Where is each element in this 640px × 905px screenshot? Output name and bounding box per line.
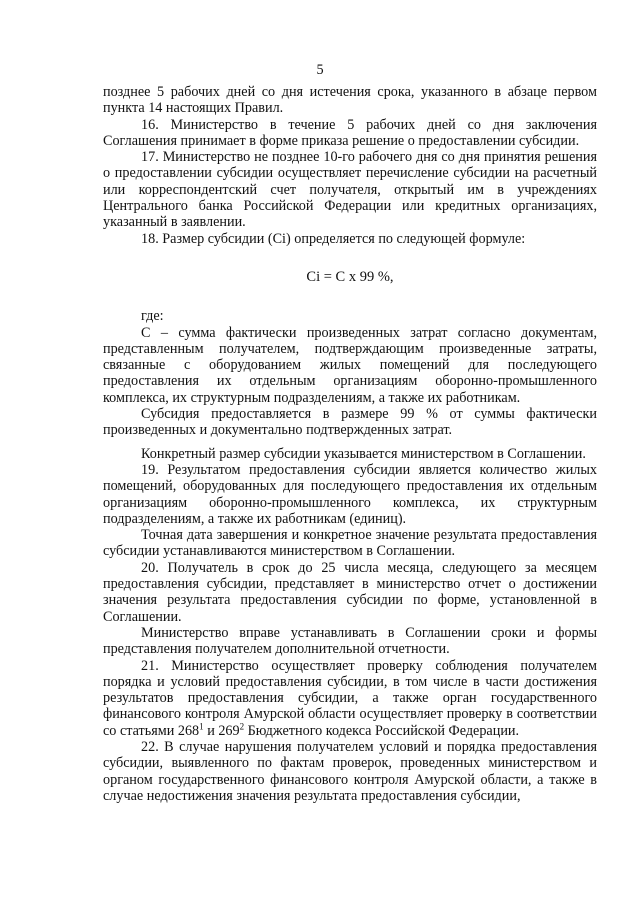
document-body <box>103 84 597 804</box>
paragraph-17: 17. Министерство не позднее 10-го рабочего дня со дня принятия решения о предоставлении субсидии осуществляет перечисление субсидии на расчетный или корреспондентский счет получателя, открытый им в учреждениях Центрального банка Российской Федерации или кредитных организациях, указанный в заявлении. <box>103 149 597 231</box>
paragraph-21-text-a: 21. Министерство осуществляет проверку соблюдения получателем порядка и условий предоставления субсидии, в том числе в части достижения результатов предоставления субсидии, а также орган государственного финансового контроля Амурской области осуществляет проверку в соответствии со статьями 268 <box>103 657 597 739</box>
additional-reporting-paragraph: Министерство вправе устанавливать в Соглашении сроки и формы представления получателем дополнительной отчетности. <box>103 624 597 658</box>
paragraph-21-text-b: и 269 <box>203 722 240 739</box>
paragraph-21-text-c: Бюджетного кодекса Российской Федерации. <box>244 722 520 739</box>
subsidy-percent-paragraph: Субсидия предоставляется в размере 99 % от суммы фактически произведенных и документально подтвержденных затрат. <box>103 406 597 439</box>
result-date-paragraph: Точная дата завершения и конкретное значение результата предоставления субсидии устанавливаются министерством в Соглашении. <box>103 527 597 560</box>
subsidy-formula: Ci = C х 99 %, <box>306 268 394 285</box>
paragraph-16: 16. Министерство в течение 5 рабочих дней со дня заключения Соглашения принимает в форме приказа решение о предоставлении субсидии. <box>103 116 597 149</box>
formula-c-definition: С – сумма фактически произведенных затрат согласно документам, представленным получателем, подтверждающим произведенные затраты, связанные с оборудованием жилых помещений для последующего предоставления их отдельным организациям оборонно-промышленного комплекса, их структурным подразделениям, а также их работникам. <box>103 324 597 406</box>
formula-where-label: где: <box>141 308 164 325</box>
paragraph-20: 20. Получатель в срок до 25 числа месяца, следующего за месяцем предоставления субсидии, представляет в министерство отчет о достижении значения результата предоставления субсидии по форме, установленной в Соглашении. <box>103 559 597 625</box>
article-269-superscript: 2 <box>239 720 245 731</box>
page-number: 5 <box>316 62 324 78</box>
paragraph-18: 18. Размер субсидии (Ci) определяется по следующей формуле: <box>141 230 526 247</box>
article-268-superscript: 1 <box>199 720 204 731</box>
paragraph-19: 19. Результатом предоставления субсидии является количество жилых помещений, оборудованных для последующего предоставления их отдельным организациям оборонно-промышленного комплекса, их структурным подразделениям, а также их работникам (единиц). <box>103 461 597 527</box>
paragraph-continuation: позднее 5 рабочих дней со дня истечения срока, указанного в абзаце первом пункта 14 настоящих Правил. <box>103 84 597 117</box>
concrete-amount-paragraph: Конкретный размер субсидии указывается министерством в Соглашении. <box>141 445 586 462</box>
paragraph-22: 22. В случае нарушения получателем условий и порядка предоставления субсидии, выявленного по фактам проверок, проведенных министерством и органом государственного финансового контроля Амурской области, а также в случае недостижения значения результата предоставления субсидии, <box>103 738 597 804</box>
paragraph-21 <box>103 658 597 739</box>
